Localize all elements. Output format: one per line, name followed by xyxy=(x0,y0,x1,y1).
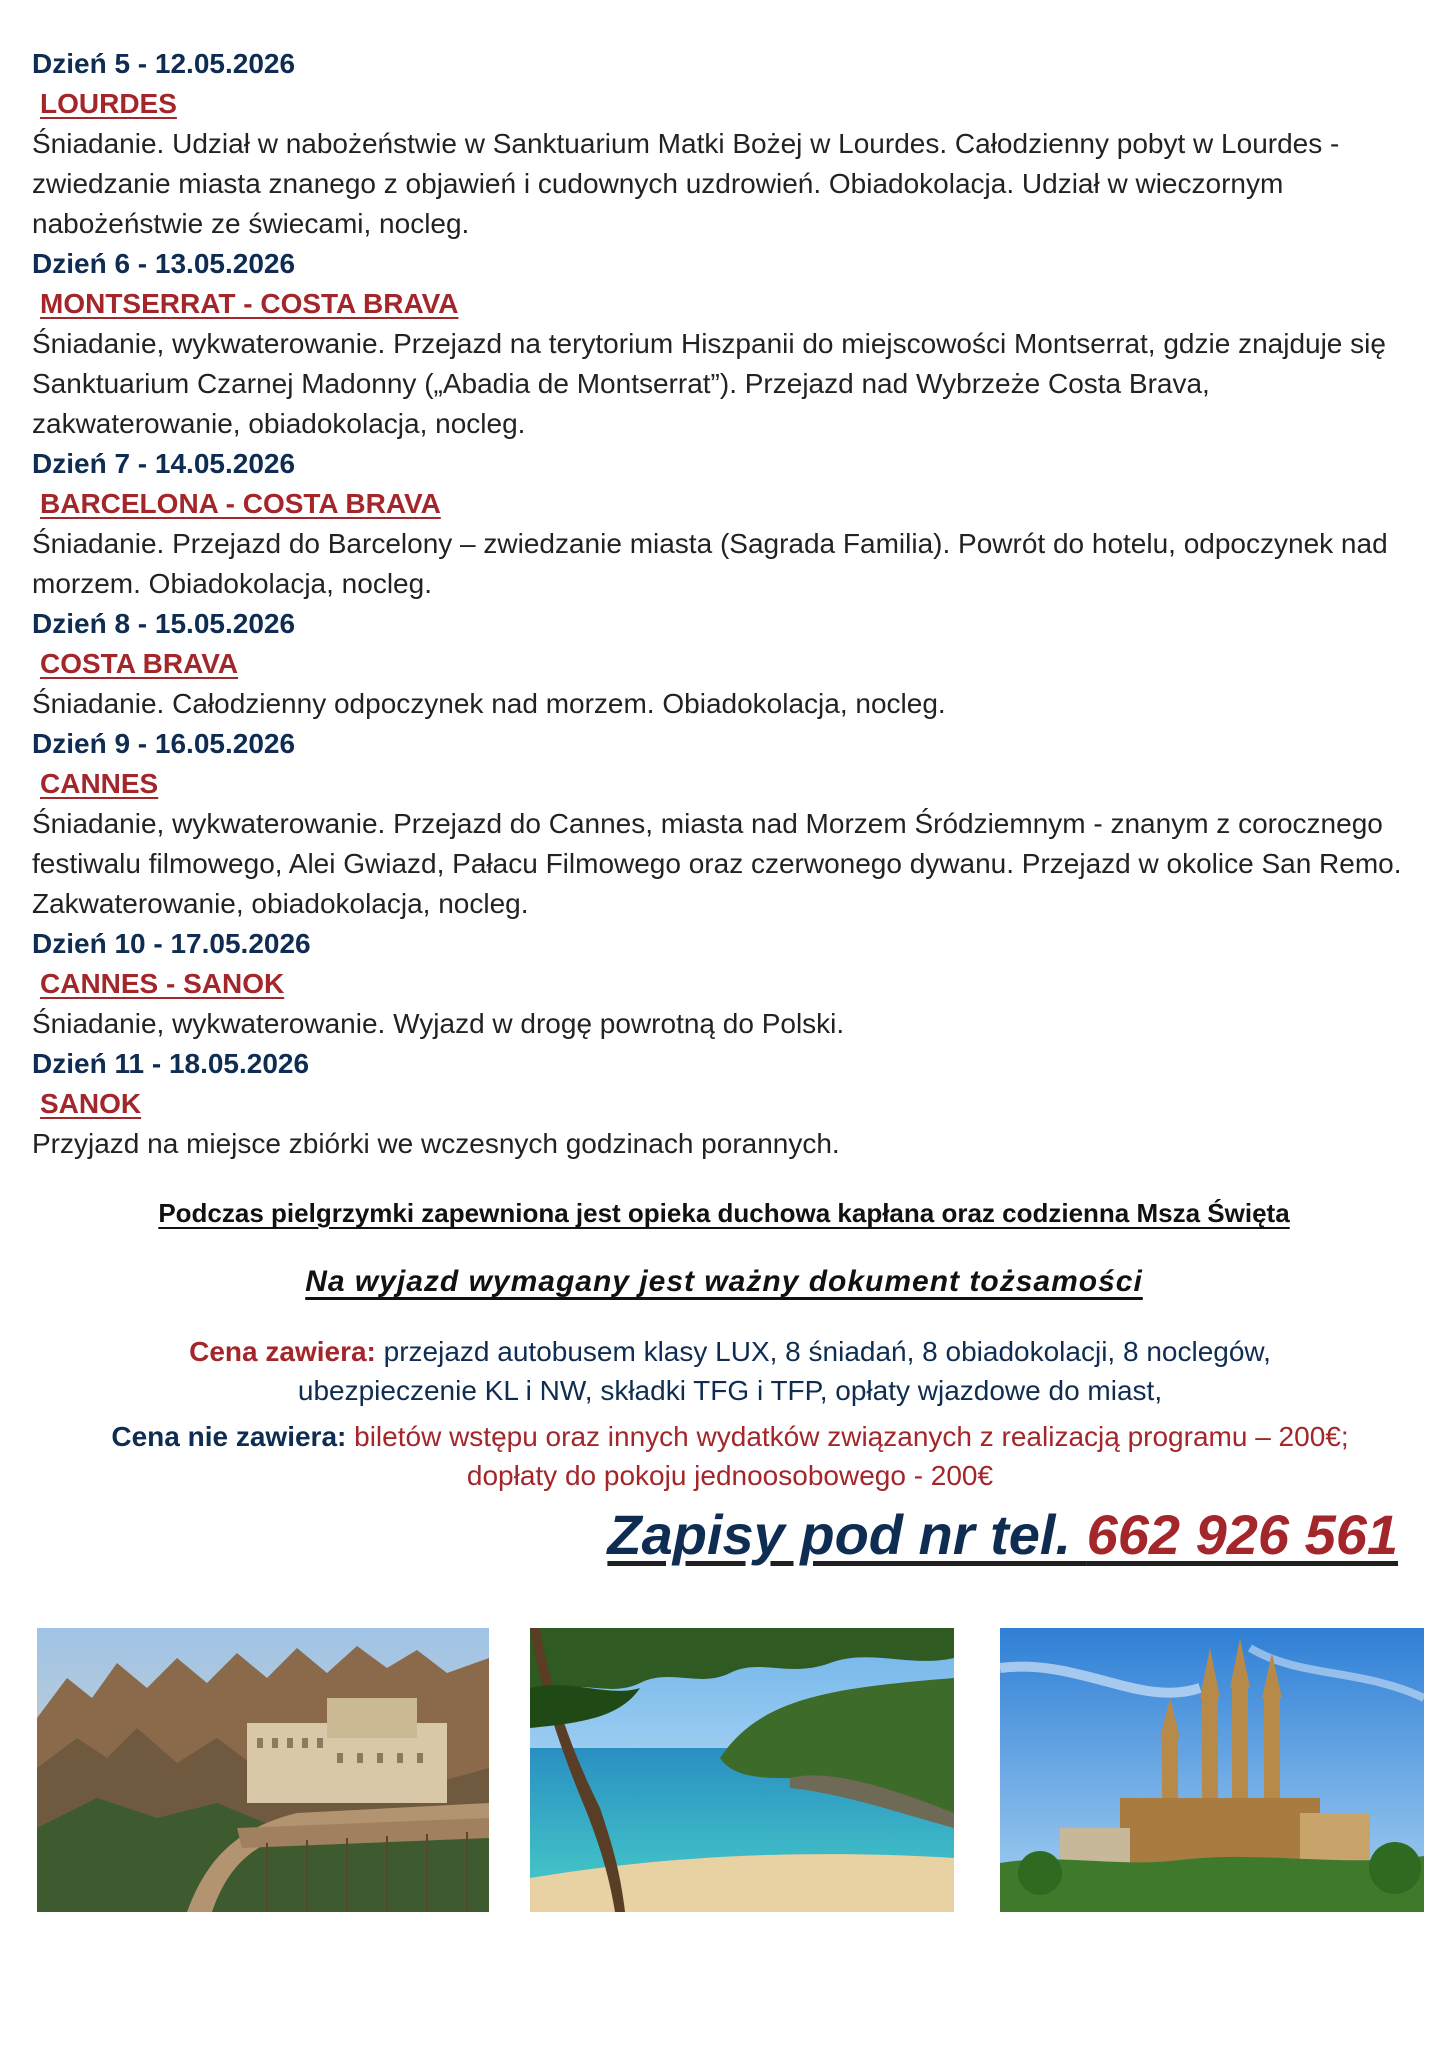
montserrat-illustration xyxy=(37,1628,489,1912)
day-place: CANNES - SANOK xyxy=(40,968,285,999)
day-9 xyxy=(32,724,1422,924)
day-description: Śniadanie. Całodzienny odpoczynek nad morzem. Obiadokolacja, nocleg. xyxy=(32,688,946,719)
price-excludes-text: biletów wstępu oraz innych wydatków związanych z realizacją programu – 200€; xyxy=(354,1421,1349,1452)
day-10 xyxy=(32,924,1422,1044)
day-heading: Dzień 8 - 15.05.2026 xyxy=(32,608,296,639)
day-7 xyxy=(32,444,1422,604)
day-8 xyxy=(32,604,1422,724)
itinerary xyxy=(32,44,1422,1164)
day-description: Śniadanie. Przejazd do Barcelony – zwiedzanie miasta (Sagrada Familia). Powrót do hotelu, odpoczynek nad morzem. Obiadokolacja, nocleg. xyxy=(32,528,1388,599)
day-6 xyxy=(32,244,1422,444)
montserrat-photo xyxy=(37,1628,489,1912)
day-heading: Dzień 9 - 16.05.2026 xyxy=(32,728,296,759)
day-place: BARCELONA - COSTA BRAVA xyxy=(40,488,441,519)
day-place: COSTA BRAVA xyxy=(40,648,239,679)
day-5 xyxy=(32,44,1422,244)
price-includes-text-2: ubezpieczenie KL i NW, składki TFG i TFP, opłaty wjazdowe do miast, xyxy=(297,1375,1163,1406)
price-excludes-label: Cena nie zawiera: xyxy=(111,1421,347,1452)
day-place: SANOK xyxy=(40,1088,142,1119)
day-description: Śniadanie, wykwaterowanie. Przejazd na terytorium Hiszpanii do miejscowości Montserrat, gdzie znajduje się Sanktuarium Czarnej Madonny („Abadia de Montserrat”). Przejazd nad Wybrzeże Costa Brava, zakwaterowanie, obiadokolacja, nocleg. xyxy=(32,328,1386,439)
sagrada-familia-illustration xyxy=(1000,1628,1424,1912)
sagrada-familia-photo xyxy=(1000,1628,1424,1912)
day-heading: Dzień 5 - 12.05.2026 xyxy=(32,48,296,79)
day-place: LOURDES xyxy=(40,88,177,119)
day-11 xyxy=(32,1044,1422,1164)
day-place: CANNES xyxy=(40,768,159,799)
day-heading: Dzień 10 - 17.05.2026 xyxy=(32,928,311,959)
price-excludes-text-2: dopłaty do pokoju jednoosobowego - 200€ xyxy=(466,1460,994,1491)
day-place: MONTSERRAT - COSTA BRAVA xyxy=(40,288,459,319)
signup-phone[interactable]: 662 926 561 xyxy=(1086,1503,1398,1566)
day-heading: Dzień 6 - 13.05.2026 xyxy=(32,248,296,279)
costa-brava-photo xyxy=(530,1628,954,1912)
price-includes xyxy=(40,1332,1420,1410)
price-includes-text: przejazd autobusem klasy LUX, 8 śniadań, 8 obiadokolacji, 8 noclegów, xyxy=(383,1336,1271,1367)
signup-line xyxy=(607,1502,1398,1567)
costa-brava-illustration xyxy=(530,1628,954,1912)
spiritual-care-note: Podczas pielgrzymki zapewniona jest opieka duchowa kapłana oraz codzienna Msza Święta xyxy=(158,1198,1290,1228)
day-description: Śniadanie, wykwaterowanie. Wyjazd w drogę powrotną do Polski. xyxy=(32,1008,845,1039)
day-description: Przyjazd na miejsce zbiórki we wczesnych godzinach porannych. xyxy=(32,1128,840,1159)
day-description: Śniadanie. Udział w nabożeństwie w Sanktuarium Matki Bożej w Lourdes. Całodzienny pobyt w Lourdes - zwiedzanie miasta znanego z objawień i cudownych uzdrowień. Obiadokolacja. Udział w wieczornym nabożeństwie ze świecami, nocleg. xyxy=(32,128,1340,239)
day-heading: Dzień 7 - 14.05.2026 xyxy=(32,448,296,479)
price-includes-label: Cena zawiera: xyxy=(189,1336,376,1367)
day-description: Śniadanie, wykwaterowanie. Przejazd do Cannes, miasta nad Morzem Śródziemnym - znanym z corocznego festiwalu filmowego, Alei Gwiazd, Pałacu Filmowego oraz czerwonego dywanu. Przejazd w okolice San Remo. Zakwaterowanie, obiadokolacja, nocleg. xyxy=(32,808,1402,919)
id-required-note: Na wyjazd wymagany jest ważny dokument tożsamości xyxy=(305,1265,1143,1298)
day-heading: Dzień 11 - 18.05.2026 xyxy=(32,1048,310,1079)
price-excludes xyxy=(40,1417,1420,1495)
signup-text: Zapisy pod nr tel. xyxy=(607,1503,1072,1566)
